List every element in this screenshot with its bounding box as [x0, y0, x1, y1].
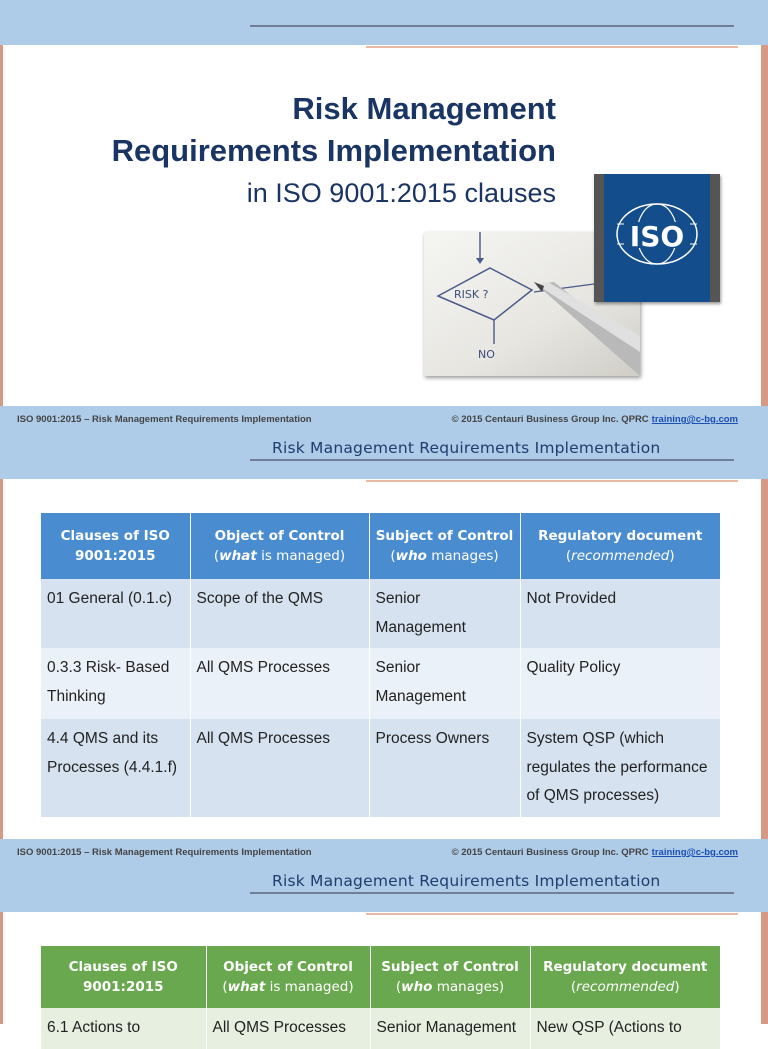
slide-title-line2: Requirements Implementation: [111, 133, 556, 168]
header-rule: [250, 459, 734, 461]
table-row: [41, 1008, 720, 1049]
header-rule: [250, 25, 734, 27]
header-accent-rule: [366, 480, 738, 482]
slide-title: [112, 88, 556, 172]
table-cell: All QMS Processes: [190, 719, 369, 817]
footer-copyright-block: [452, 414, 738, 425]
column-header-subject: Subject of Control (who manages): [369, 513, 520, 579]
risk-requirements-table: [41, 513, 720, 817]
table-header-row: [41, 946, 720, 1008]
slide-title-line1: Risk Management: [292, 91, 556, 126]
header-accent-rule: [366, 913, 738, 915]
table-cell: 01 General (0.1.c): [41, 579, 190, 648]
slide-header-title: Risk Management Requirements Implementation: [272, 439, 661, 457]
table-cell: Quality Policy: [520, 648, 720, 719]
table-cell: All QMS Processes: [206, 1008, 370, 1049]
table-cell: System QSP (which regulates the performance of QMS processes): [520, 719, 720, 817]
column-header-regulatory: Regulatory document (recommended): [530, 946, 720, 1008]
column-header-regulatory: Regulatory document (recommended): [520, 513, 720, 579]
iso-logo-text: ISO: [629, 220, 685, 253]
column-header-subject: Subject of Control (who manages): [370, 946, 530, 1008]
iso-logo-frame: [594, 174, 720, 302]
slide-left-edge: [0, 0, 3, 408]
footer-title: ISO 9001:2015 – Risk Management Requirements Implementation: [17, 847, 312, 858]
footer-copyright: © 2015 Centauri Business Group Inc. QPRC: [451, 414, 649, 425]
slide-footer: [0, 839, 768, 867]
table-row: [41, 648, 720, 719]
table-header-row: [41, 513, 720, 579]
risk-requirements-table: [41, 946, 720, 1049]
slide-footer: [0, 406, 768, 434]
table-cell: Senior Management: [370, 1008, 530, 1049]
table-cell: Senior Management: [369, 648, 520, 719]
footer-copyright-block: [452, 847, 738, 858]
footer-email-link[interactable]: training@c-bg.com: [651, 414, 738, 425]
slide-subtitle: in ISO 9001:2015 clauses: [246, 178, 556, 208]
table-cell: 6.1 Actions to: [41, 1008, 206, 1049]
table-cell: Senior Management: [369, 579, 520, 648]
table-slide-1: [0, 434, 768, 858]
column-header-clauses: Clauses of ISO 9001:2015: [41, 513, 190, 579]
table-slide-2: [0, 867, 768, 1036]
footer-title: ISO 9001:2015 – Risk Management Requirements Implementation: [17, 414, 312, 425]
table-cell: All QMS Processes: [190, 648, 369, 719]
table-cell: New QSP (Actions to: [530, 1008, 720, 1049]
slide-right-edge: [761, 434, 768, 840]
slide-header-band: [0, 0, 768, 45]
table-cell: Not Provided: [520, 579, 720, 648]
title-slide: [0, 0, 768, 425]
column-header-clauses: Clauses of ISO 9001:2015: [41, 946, 206, 1008]
slide-left-edge: [0, 434, 3, 840]
photo-label-risk: RISK ?: [454, 288, 489, 301]
footer-email-link[interactable]: training@c-bg.com: [651, 847, 738, 858]
photo-label-no: NO: [478, 348, 495, 361]
header-rule: [250, 892, 734, 894]
slide-header-title: Risk Management Requirements Implementation: [272, 872, 661, 890]
column-header-object: Object of Control (what is managed): [190, 513, 369, 579]
header-accent-rule: [366, 46, 738, 48]
table-cell: Process Owners: [369, 719, 520, 817]
table-cell: 0.3.3 Risk- Based Thinking: [41, 648, 190, 719]
slide-right-edge: [761, 0, 768, 408]
iso-logo: [604, 174, 710, 302]
column-header-object: Object of Control (what is managed): [206, 946, 370, 1008]
table-row: [41, 719, 720, 817]
iso-globe-icon: [604, 174, 710, 302]
table-cell: 4.4 QMS and its Processes (4.4.1.f): [41, 719, 190, 817]
footer-copyright: © 2015 Centauri Business Group Inc. QPRC: [451, 847, 649, 858]
table-cell: Scope of the QMS: [190, 579, 369, 648]
table-row: [41, 579, 720, 648]
